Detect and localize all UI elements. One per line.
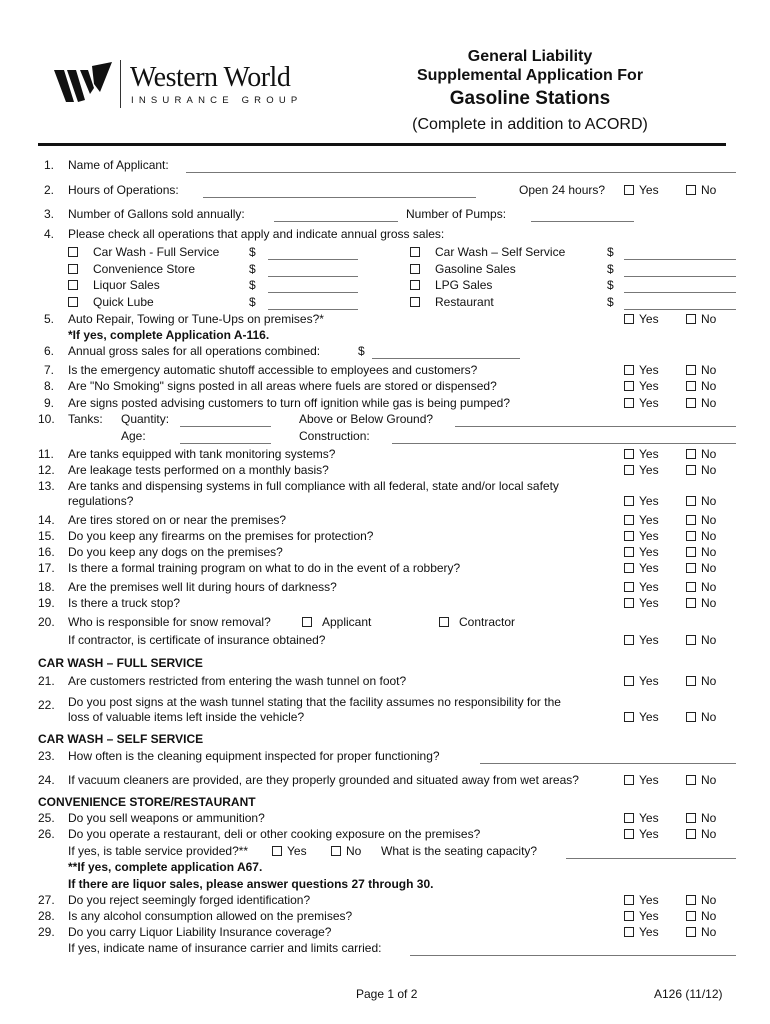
question-number: 22. bbox=[38, 698, 55, 712]
q5-yes-checkbox[interactable]: Yes bbox=[624, 312, 659, 326]
tank-age-field[interactable] bbox=[180, 443, 271, 444]
question-number: 19. bbox=[38, 596, 55, 610]
q25-yes-checkbox[interactable]: Yes bbox=[624, 811, 659, 825]
question-number: 4. bbox=[44, 227, 55, 241]
q26-note: **If yes, complete application A67. bbox=[68, 860, 263, 874]
op-car-wash-self-checkbox[interactable] bbox=[410, 245, 425, 259]
q9-no-checkbox[interactable]: No bbox=[686, 396, 716, 410]
tank-quantity-field[interactable] bbox=[180, 426, 271, 427]
question-number: 10. bbox=[38, 412, 55, 426]
question-number: 20. bbox=[38, 615, 55, 629]
q23-label: How often is the cleaning equipment inspected for proper functioning? bbox=[68, 749, 440, 763]
q26-no-checkbox[interactable]: No bbox=[686, 827, 716, 841]
q16-no-checkbox[interactable]: No bbox=[686, 545, 716, 559]
q11-no-checkbox[interactable]: No bbox=[686, 447, 716, 461]
insurance-carrier-field[interactable] bbox=[410, 955, 736, 956]
question-number: 11. bbox=[38, 447, 54, 461]
q25-label: Do you sell weapons or ammunition? bbox=[68, 811, 265, 825]
q1-label: Name of Applicant: bbox=[68, 158, 169, 172]
q5-no-checkbox[interactable]: No bbox=[686, 312, 716, 326]
question-number: 2. bbox=[44, 183, 55, 197]
q28-yes-checkbox[interactable]: Yes bbox=[624, 909, 659, 923]
q8-yes-checkbox[interactable]: Yes bbox=[624, 379, 659, 393]
header-rule bbox=[38, 143, 726, 146]
question-number: 23. bbox=[38, 749, 55, 763]
question-number: 13. bbox=[38, 479, 55, 493]
liquor-note: If there are liquor sales, please answer questions 27 through 30. bbox=[68, 877, 434, 891]
q22-yes-checkbox[interactable]: Yes bbox=[624, 710, 659, 724]
q26-table-no-checkbox[interactable]: No bbox=[331, 844, 361, 858]
q2b-label: Open 24 hours? bbox=[519, 183, 606, 197]
gross-sales-field[interactable] bbox=[372, 358, 520, 359]
tank-construction-field[interactable] bbox=[392, 443, 736, 444]
page-title: Gasoline Stations bbox=[449, 88, 611, 109]
header-line2: Supplemental Application For bbox=[416, 67, 644, 84]
q10-construction-label: Construction: bbox=[299, 429, 370, 443]
question-number: 21. bbox=[38, 674, 55, 688]
q7-label: Is the emergency automatic shutoff accessible to employees and customers? bbox=[68, 363, 478, 377]
q5-label: Auto Repair, Towing or Tune-Ups on premises?* bbox=[68, 312, 324, 326]
q7-no-checkbox[interactable]: No bbox=[686, 363, 716, 377]
q27-label: Do you reject seemingly forged identification? bbox=[68, 893, 311, 907]
inspection-frequency-field[interactable] bbox=[480, 763, 736, 764]
q19-no-checkbox[interactable]: No bbox=[686, 596, 716, 610]
q26c-label: What is the seating capacity? bbox=[381, 844, 538, 858]
q17-yes-checkbox[interactable]: Yes bbox=[624, 561, 659, 575]
q15-label: Do you keep any firearms on the premises for protection? bbox=[68, 529, 374, 543]
op-amount-field[interactable] bbox=[268, 292, 358, 293]
question-number: 7. bbox=[44, 363, 55, 377]
q27-no-checkbox[interactable]: No bbox=[686, 893, 716, 907]
section-car-wash-self: CAR WASH – SELF SERVICE bbox=[38, 732, 204, 746]
op-label: Car Wash - Full Service bbox=[93, 245, 220, 259]
q8-label: Are "No Smoking" signs posted in all areas where fuels are stored or dispensed? bbox=[68, 379, 497, 393]
q12-no-checkbox[interactable]: No bbox=[686, 463, 716, 477]
q29b-label: If yes, indicate name of insurance carrier and limits carried: bbox=[68, 941, 382, 955]
op-restaurant-checkbox[interactable] bbox=[410, 295, 425, 309]
question-number: 8. bbox=[44, 379, 55, 393]
q29-no-checkbox[interactable]: No bbox=[686, 925, 716, 939]
op-label: Gasoline Sales bbox=[435, 262, 516, 276]
dollar-sign: $ bbox=[607, 278, 614, 292]
op-gasoline-checkbox[interactable] bbox=[410, 262, 425, 276]
pumps-field[interactable] bbox=[531, 221, 634, 222]
q17-label: Is there a formal training program on what to do in the event of a robbery? bbox=[68, 561, 461, 575]
dollar-sign: $ bbox=[249, 278, 256, 292]
q10-age-label: Age: bbox=[121, 429, 146, 443]
dollar-sign: $ bbox=[249, 262, 256, 276]
q21-no-checkbox[interactable]: No bbox=[686, 674, 716, 688]
dollar-sign: $ bbox=[607, 262, 614, 276]
q4-label: Please check all operations that apply and indicate annual gross sales: bbox=[68, 227, 445, 241]
op-car-wash-full-checkbox[interactable] bbox=[68, 245, 83, 259]
q18-yes-checkbox[interactable]: Yes bbox=[624, 580, 659, 594]
q21-yes-checkbox[interactable]: Yes bbox=[624, 674, 659, 688]
q9-yes-checkbox[interactable]: Yes bbox=[624, 396, 659, 410]
op-amount-field[interactable] bbox=[624, 309, 736, 310]
question-number: 5. bbox=[44, 312, 55, 326]
question-number: 25. bbox=[38, 811, 55, 825]
q15-yes-checkbox[interactable]: Yes bbox=[624, 529, 659, 543]
op-label: Car Wash – Self Service bbox=[435, 245, 566, 259]
question-number: 26. bbox=[38, 827, 55, 841]
seating-capacity-field[interactable] bbox=[566, 858, 736, 859]
q17-no-checkbox[interactable]: No bbox=[686, 561, 716, 575]
q7-yes-checkbox[interactable]: Yes bbox=[624, 363, 659, 377]
op-convenience-checkbox[interactable] bbox=[68, 262, 83, 276]
q2-label: Hours of Operations: bbox=[68, 183, 179, 197]
q11-yes-checkbox[interactable]: Yes bbox=[624, 447, 659, 461]
tank-ground-field[interactable] bbox=[455, 426, 736, 427]
q14-label: Are tires stored on or near the premises? bbox=[68, 513, 287, 527]
q25-no-checkbox[interactable]: No bbox=[686, 811, 716, 825]
question-number: 24. bbox=[38, 773, 55, 787]
q24-no-checkbox[interactable]: No bbox=[686, 773, 716, 787]
op-quick-lube-checkbox[interactable] bbox=[68, 295, 83, 309]
q20-yes-checkbox[interactable]: Yes bbox=[624, 633, 659, 647]
header-line1: General Liability bbox=[467, 48, 593, 65]
q22-label-cont: loss of valuable items left inside the vehicle? bbox=[68, 710, 305, 724]
question-number: 3. bbox=[44, 207, 55, 221]
q2-yes-checkbox[interactable]: Yes bbox=[624, 183, 659, 197]
section-convenience: CONVENIENCE STORE/RESTAURANT bbox=[38, 795, 256, 809]
header-line4: (Complete in addition to ACORD) bbox=[412, 116, 648, 133]
q9-label: Are signs posted advising customers to turn off ignition while gas is being pumped? bbox=[68, 396, 511, 410]
question-number: 12. bbox=[38, 463, 55, 477]
q12-label: Are leakage tests performed on a monthly basis? bbox=[68, 463, 329, 477]
question-number: 6. bbox=[44, 344, 55, 358]
dollar-sign: $ bbox=[358, 344, 365, 358]
q22-no-checkbox[interactable]: No bbox=[686, 710, 716, 724]
q3b-label: Number of Pumps: bbox=[406, 207, 507, 221]
q13-yes-checkbox[interactable]: Yes bbox=[624, 494, 659, 508]
q15-no-checkbox[interactable]: No bbox=[686, 529, 716, 543]
q13-label-cont: regulations? bbox=[68, 494, 134, 508]
question-number: 15. bbox=[38, 529, 55, 543]
q13-no-checkbox[interactable]: No bbox=[686, 494, 716, 508]
q29-label: Do you carry Liquor Liability Insurance coverage? bbox=[68, 925, 332, 939]
q26-table-yes-checkbox[interactable]: Yes bbox=[272, 844, 307, 858]
logo-subtitle: INSURANCE GROUP bbox=[131, 95, 303, 106]
hours-field[interactable] bbox=[203, 197, 476, 198]
q13-label: Are tanks and dispensing systems in full compliance with all federal, state and/or local safety bbox=[68, 479, 559, 493]
op-amount-field[interactable] bbox=[624, 292, 736, 293]
q26b-label: If yes, is table service provided?** bbox=[68, 844, 249, 858]
q3-label: Number of Gallons sold annually: bbox=[68, 207, 245, 221]
op-label: LPG Sales bbox=[435, 278, 493, 292]
question-number: 9. bbox=[44, 396, 55, 410]
dollar-sign: $ bbox=[607, 295, 614, 309]
q10-quantity-label: Quantity: bbox=[121, 412, 170, 426]
q19-yes-checkbox[interactable]: Yes bbox=[624, 596, 659, 610]
western-world-logo-icon bbox=[54, 62, 112, 106]
op-label: Liquor Sales bbox=[93, 278, 160, 292]
q16-label: Do you keep any dogs on the premises? bbox=[68, 545, 283, 559]
q20b-label: If contractor, is certificate of insurance obtained? bbox=[68, 633, 326, 647]
q18-no-checkbox[interactable]: No bbox=[686, 580, 716, 594]
op-amount-field[interactable] bbox=[624, 259, 736, 260]
q22-label: Do you post signs at the wash tunnel stating that the facility assumes no responsibility for the bbox=[68, 695, 561, 709]
applicant-name-field[interactable] bbox=[186, 172, 736, 173]
q11-label: Are tanks equipped with tank monitoring systems? bbox=[68, 447, 336, 461]
q10-ground-label: Above or Below Ground? bbox=[299, 412, 434, 426]
form-number: A126 (11/12) bbox=[654, 987, 723, 1001]
q20-label: Who is responsible for snow removal? bbox=[68, 615, 271, 629]
dollar-sign: $ bbox=[607, 245, 614, 259]
question-number: 1. bbox=[44, 158, 55, 172]
question-number: 14. bbox=[38, 513, 55, 527]
page-number: Page 1 of 2 bbox=[356, 987, 418, 1001]
section-car-wash-full: CAR WASH – FULL SERVICE bbox=[38, 656, 203, 670]
q28-no-checkbox[interactable]: No bbox=[686, 909, 716, 923]
question-number: 28. bbox=[38, 909, 55, 923]
q12-yes-checkbox[interactable]: Yes bbox=[624, 463, 659, 477]
q29-yes-checkbox[interactable]: Yes bbox=[624, 925, 659, 939]
question-number: 16. bbox=[38, 545, 55, 559]
q8-no-checkbox[interactable]: No bbox=[686, 379, 716, 393]
q24-label: If vacuum cleaners are provided, are they properly grounded and situated away from wet areas? bbox=[68, 773, 579, 787]
question-number: 17. bbox=[38, 561, 55, 575]
q2-no-checkbox[interactable]: No bbox=[686, 183, 716, 197]
q28-label: Is any alcohol consumption allowed on the premises? bbox=[68, 909, 353, 923]
q20-applicant-checkbox[interactable]: Applicant bbox=[302, 615, 371, 629]
op-amount-field[interactable] bbox=[268, 309, 358, 310]
op-label: Quick Lube bbox=[93, 295, 154, 309]
question-number: 18. bbox=[38, 580, 55, 594]
logo-company: Western World bbox=[130, 62, 291, 93]
op-label: Restaurant bbox=[435, 295, 494, 309]
q16-yes-checkbox[interactable]: Yes bbox=[624, 545, 659, 559]
op-amount-field[interactable] bbox=[624, 276, 736, 277]
gallons-field[interactable] bbox=[274, 221, 398, 222]
q14-no-checkbox[interactable]: No bbox=[686, 513, 716, 527]
op-label: Convenience Store bbox=[93, 262, 196, 276]
question-number: 29. bbox=[38, 925, 55, 939]
question-number: 27. bbox=[38, 893, 55, 907]
q5-note: *If yes, complete Application A-116. bbox=[68, 328, 270, 342]
op-amount-field[interactable] bbox=[268, 259, 358, 260]
q18-label: Are the premises well lit during hours of darkness? bbox=[68, 580, 337, 594]
q26-label: Do you operate a restaurant, deli or other cooking exposure on the premises? bbox=[68, 827, 481, 841]
op-liquor-checkbox[interactable] bbox=[68, 278, 83, 292]
q26-yes-checkbox[interactable]: Yes bbox=[624, 827, 659, 841]
q27-yes-checkbox[interactable]: Yes bbox=[624, 893, 659, 907]
logo-divider bbox=[120, 60, 121, 108]
dollar-sign: $ bbox=[249, 245, 256, 259]
op-amount-field[interactable] bbox=[268, 276, 358, 277]
q24-yes-checkbox[interactable]: Yes bbox=[624, 773, 659, 787]
dollar-sign: $ bbox=[249, 295, 256, 309]
q19-label: Is there a truck stop? bbox=[68, 596, 181, 610]
q21-label: Are customers restricted from entering the wash tunnel on foot? bbox=[68, 674, 407, 688]
q20-no-checkbox[interactable]: No bbox=[686, 633, 716, 647]
q20-contractor-checkbox[interactable]: Contractor bbox=[439, 615, 515, 629]
q14-yes-checkbox[interactable]: Yes bbox=[624, 513, 659, 527]
op-lpg-checkbox[interactable] bbox=[410, 278, 425, 292]
q10-label: Tanks: bbox=[68, 412, 103, 426]
q6-label: Annual gross sales for all operations combined: bbox=[68, 344, 321, 358]
